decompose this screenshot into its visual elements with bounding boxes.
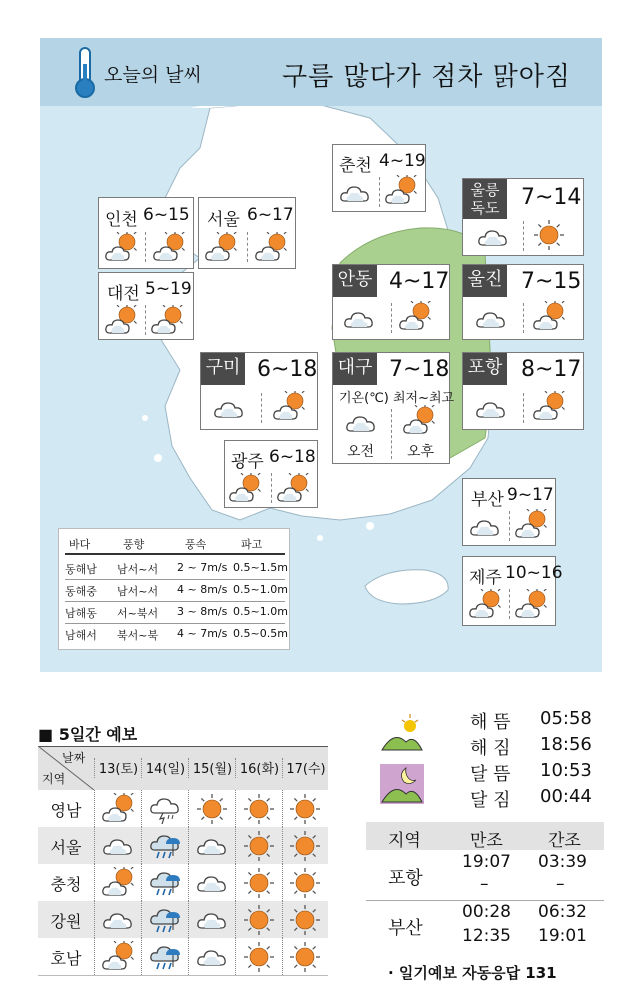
legend-pm: 오후 — [407, 444, 435, 460]
city-box-daegu — [332, 352, 455, 464]
tide-col-header: 지역 — [388, 831, 421, 851]
corner-date-label: 날짜 — [62, 751, 86, 765]
cloud-icon — [475, 303, 507, 335]
city-box-pohang — [462, 352, 584, 430]
moonrise-label: 달 뜸 — [470, 764, 511, 785]
city-temp: 6~15 — [143, 205, 190, 225]
partly-cloudy-icon — [205, 232, 237, 264]
cloud-icon — [196, 941, 228, 973]
partly-cloudy-icon — [153, 232, 185, 264]
forecast-region: 충청 — [50, 875, 82, 894]
city-temp: 6~18 — [269, 447, 316, 467]
tide-table — [366, 822, 604, 952]
sun-icon — [196, 793, 228, 825]
city-temp: 10~16 — [505, 563, 563, 583]
cloud-icon — [196, 830, 228, 862]
forecast-date: 14(일) — [141, 758, 189, 778]
partly-cloudy-icon — [533, 301, 565, 333]
partly-cloudy-icon — [105, 232, 137, 264]
sea-col-header: 파고 — [241, 538, 263, 551]
partly-cloudy-icon — [515, 589, 547, 621]
cloud-icon — [477, 221, 509, 253]
city-name: 부산 — [471, 490, 504, 510]
cloud-icon — [102, 904, 134, 936]
partly-cloudy-icon — [533, 391, 565, 423]
city-temp: 4~17 — [389, 269, 450, 294]
cloud-icon — [213, 393, 245, 425]
header-title: 오늘의 날씨 — [104, 64, 202, 86]
sun-icon — [243, 867, 275, 899]
cloud-icon — [469, 511, 501, 543]
city-name: 서울 — [207, 210, 240, 230]
sea-row: 남해동 서~북서 3 ~ 8m/s 0.5~1.0m — [65, 601, 285, 624]
tide-high: 00:28 — [462, 902, 511, 922]
partly-cloudy-icon — [277, 473, 309, 505]
city-name: 대구 — [333, 353, 377, 385]
sea-table — [58, 528, 290, 650]
rain-cloud-icon — [149, 830, 181, 862]
partly-cloudy-icon — [229, 473, 261, 505]
tide-low: 19:01 — [538, 926, 587, 946]
partly-cloudy-icon — [102, 867, 134, 899]
thermometer-icon — [72, 44, 98, 100]
sun-icon — [289, 830, 321, 862]
partly-cloudy-icon — [399, 301, 431, 333]
legend-am: 오전 — [347, 444, 375, 460]
forecast-table — [38, 746, 328, 974]
city-temp: 7~15 — [521, 269, 582, 294]
sea-col-header: 풍속 — [185, 538, 207, 551]
city-name: 울릉 독도 — [463, 179, 507, 219]
sun-icon — [243, 793, 275, 825]
tide-low: 03:39 — [538, 852, 587, 872]
partly-cloudy-icon — [102, 941, 134, 973]
city-temp: 9~17 — [507, 485, 554, 505]
partly-cloudy-icon — [105, 305, 137, 337]
cloud-icon — [345, 407, 377, 439]
tide-region: 포항 — [388, 868, 423, 889]
city-name: 대전 — [107, 284, 140, 304]
city-name: 인천 — [105, 210, 138, 230]
city-box-gwangju — [224, 440, 318, 508]
partly-cloudy-icon — [403, 405, 435, 437]
sea-row: 동해남 남서~서 2 ~ 7m/s 0.5~1.5m — [65, 557, 285, 580]
city-box-chuncheon — [332, 144, 426, 212]
city-name: 제주 — [469, 568, 502, 588]
city-box-ulleung — [462, 178, 584, 256]
tide-high: – — [480, 874, 489, 894]
forecast-date: 15(월) — [188, 758, 236, 778]
tide-high: 12:35 — [462, 926, 511, 946]
moonrise-time: 10:53 — [540, 760, 592, 781]
city-temp: 6~18 — [257, 357, 318, 382]
thunder-cloud-icon — [149, 793, 181, 825]
tide-divider — [366, 900, 604, 901]
sunset-label: 해 짐 — [470, 738, 511, 759]
sea-table-header — [65, 533, 285, 555]
cloud-icon — [196, 867, 228, 899]
city-box-seoul — [198, 197, 296, 269]
sea-col-header: 풍향 — [123, 538, 145, 551]
legend-temp-label: 기온(℃) 최저~최고 — [339, 391, 455, 406]
forecast-date: 17(수) — [282, 758, 329, 778]
city-name: 안동 — [333, 265, 377, 297]
partly-cloudy-icon — [385, 175, 417, 207]
city-temp: 4~19 — [379, 151, 426, 171]
corner-region-label: 지역 — [42, 772, 66, 786]
rain-cloud-icon — [149, 941, 181, 973]
city-name: 울진 — [463, 265, 507, 297]
footer-hotline: · 일기예보 자동응답 131 — [388, 964, 557, 982]
headline: 구름 많다가 점차 맑아짐 — [282, 62, 571, 92]
city-temp: 5~19 — [145, 279, 192, 299]
sunset-time: 18:56 — [540, 734, 592, 755]
city-temp: 8~17 — [521, 357, 582, 382]
sunrise-label: 해 뜸 — [470, 712, 511, 733]
sea-row: 동해중 남서~서 4 ~ 8m/s 0.5~1.0m — [65, 579, 285, 602]
city-box-andong — [332, 264, 450, 340]
partly-cloudy-icon — [469, 589, 501, 621]
moonset-time: 00:44 — [540, 786, 592, 807]
forecast-title: ■ 5일간 예보 — [38, 725, 138, 744]
forecast-date: 13(토) — [94, 758, 142, 778]
city-temp: 6~17 — [247, 205, 294, 225]
tide-col-header: 간조 — [548, 831, 581, 851]
tide-col-header: 만조 — [470, 831, 503, 851]
tide-low: – — [556, 874, 565, 894]
sun-icon — [243, 904, 275, 936]
sun-icon — [533, 219, 565, 251]
city-name: 포항 — [463, 353, 507, 385]
sunrise-time: 05:58 — [540, 708, 592, 729]
city-temp: 7~18 — [389, 357, 450, 382]
sunmoon-table — [470, 708, 600, 812]
city-name: 광주 — [231, 452, 264, 472]
partly-cloudy-icon — [151, 305, 183, 337]
sun-icon — [289, 867, 321, 899]
forecast-region: 강원 — [50, 912, 82, 931]
moonset-label: 달 짐 — [470, 790, 511, 811]
city-box-jeju — [462, 556, 563, 626]
sea-row: 남해서 북서~북 4 ~ 7m/s 0.5~0.5m — [65, 627, 288, 642]
partly-cloudy-icon — [255, 232, 287, 264]
city-name: 구미 — [201, 353, 245, 385]
forecast-region: 영남 — [50, 801, 82, 820]
tide-region: 부산 — [388, 918, 423, 939]
sun-icon — [243, 830, 275, 862]
tide-low: 06:32 — [538, 902, 587, 922]
city-box-uljin — [462, 264, 584, 340]
forecast-region: 호남 — [50, 949, 82, 968]
moon-icon — [380, 764, 424, 804]
tide-high: 19:07 — [462, 852, 511, 872]
sun-icon — [289, 904, 321, 936]
city-temp: 7~14 — [521, 185, 582, 210]
partly-cloudy-icon — [273, 391, 305, 423]
cloud-icon — [339, 177, 371, 209]
cloud-icon — [343, 303, 375, 335]
cloud-icon — [102, 830, 134, 862]
rain-cloud-icon — [149, 867, 181, 899]
city-box-daejeon — [98, 272, 194, 340]
partly-cloudy-icon — [515, 509, 547, 541]
sun-icon — [289, 941, 321, 973]
city-box-busan — [462, 478, 556, 546]
forecast-date: 16(화) — [235, 758, 283, 778]
city-name: 춘천 — [339, 156, 372, 176]
city-box-gumi — [200, 352, 318, 430]
sea-col-header: 바다 — [69, 538, 91, 551]
sun-icon — [243, 941, 275, 973]
rain-cloud-icon — [149, 904, 181, 936]
sunrise-icon — [380, 712, 424, 752]
sun-icon — [289, 793, 321, 825]
cloud-icon — [196, 904, 228, 936]
cloud-icon — [475, 393, 507, 425]
forecast-region: 서울 — [50, 838, 82, 857]
city-box-incheon — [98, 197, 194, 269]
partly-cloudy-icon — [102, 793, 134, 825]
